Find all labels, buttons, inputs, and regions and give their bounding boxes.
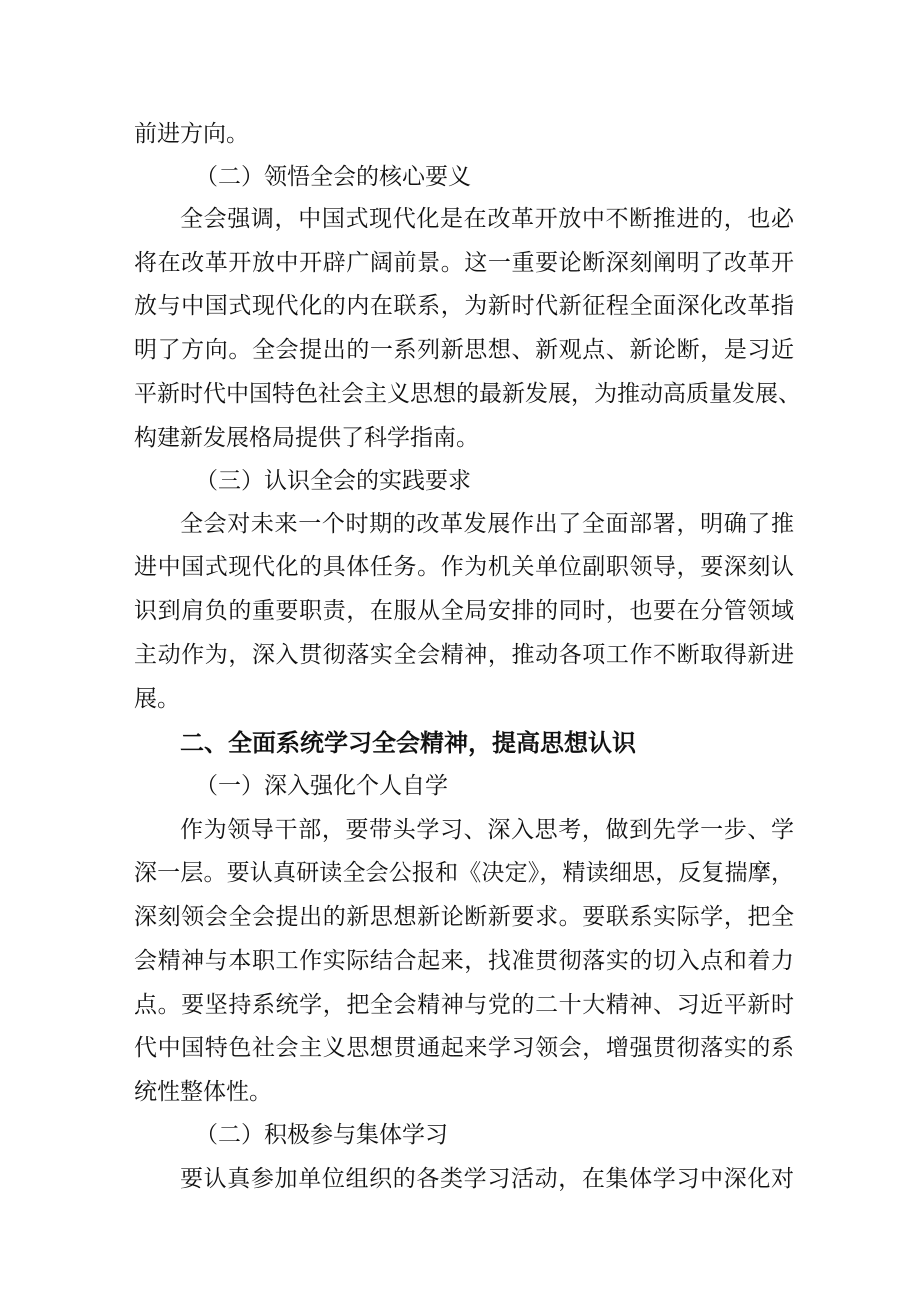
paragraph-line: 识到肩负的重要职责，在服从全局安排的同时，也要在分管领域 [134,598,794,624]
paragraph-line: 要认真参加单位组织的各类学习活动，在集体学习中深化对 [180,1166,794,1192]
paragraph-line: 代中国特色社会主义思想贯通起来学习领会，增强贯彻落实的系 [134,1035,794,1061]
paragraph-line: 会精神与本职工作实际结合起来，找准贯彻落实的切入点和着力 [134,948,794,974]
paragraph-line: 明了方向。全会提出的一系列新思想、新观点、新论断，是习近 [134,337,794,363]
subsection-heading: （一）深入强化个人自学 [195,773,448,799]
paragraph-line: 前进方向。 [134,121,249,147]
paragraph-line: 展。 [134,686,180,712]
paragraph-line: 全会对未来一个时期的改革发展作出了全面部署，明确了推 [180,511,794,537]
paragraph-line: 平新时代中国特色社会主义思想的最新发展，为推动高质量发展、 [134,381,801,407]
paragraph-line: 将在改革开放中开辟广阔前景。这一重要论断深刻阐明了改革开 [134,250,794,276]
paragraph-line: 统性整体性。 [134,1079,272,1105]
paragraph-line: 深刻领会全会提出的新思想新论断新要求。要联系实际学，把全 [134,904,794,930]
paragraph-line: 全会强调，中国式现代化是在改革开放中不断推进的，也必 [180,206,794,232]
paragraph-line: 构建新发展格局提供了科学指南。 [134,425,479,451]
paragraph-line: 点。要坚持系统学，把全会精神与党的二十大精神、习近平新时 [134,992,794,1018]
paragraph-line: 深一层。要认真研读全会公报和《决定》，精读细思，反复揣摩， [134,860,794,886]
paragraph-line: 进中国式现代化的具体任务。作为机关单位副职领导，要深刻认 [134,554,794,580]
paragraph-line: 作为领导干部，要带头学习、深入思考，做到先学一步、学 [180,817,794,843]
paragraph-line: 放与中国式现代化的内在联系，为新时代新征程全面深化改革指 [134,293,794,319]
subsection-heading: （二）积极参与集体学习 [195,1122,448,1148]
subsection-heading: （二）领悟全会的核心要义 [195,164,471,190]
paragraph-line: 主动作为，深入贯彻落实全会精神，推动各项工作不断取得新进 [134,642,794,668]
subsection-heading: （三）认识全会的实践要求 [195,468,471,494]
section-heading: 二、全面系统学习全会精神，提高思想认识 [180,729,636,757]
